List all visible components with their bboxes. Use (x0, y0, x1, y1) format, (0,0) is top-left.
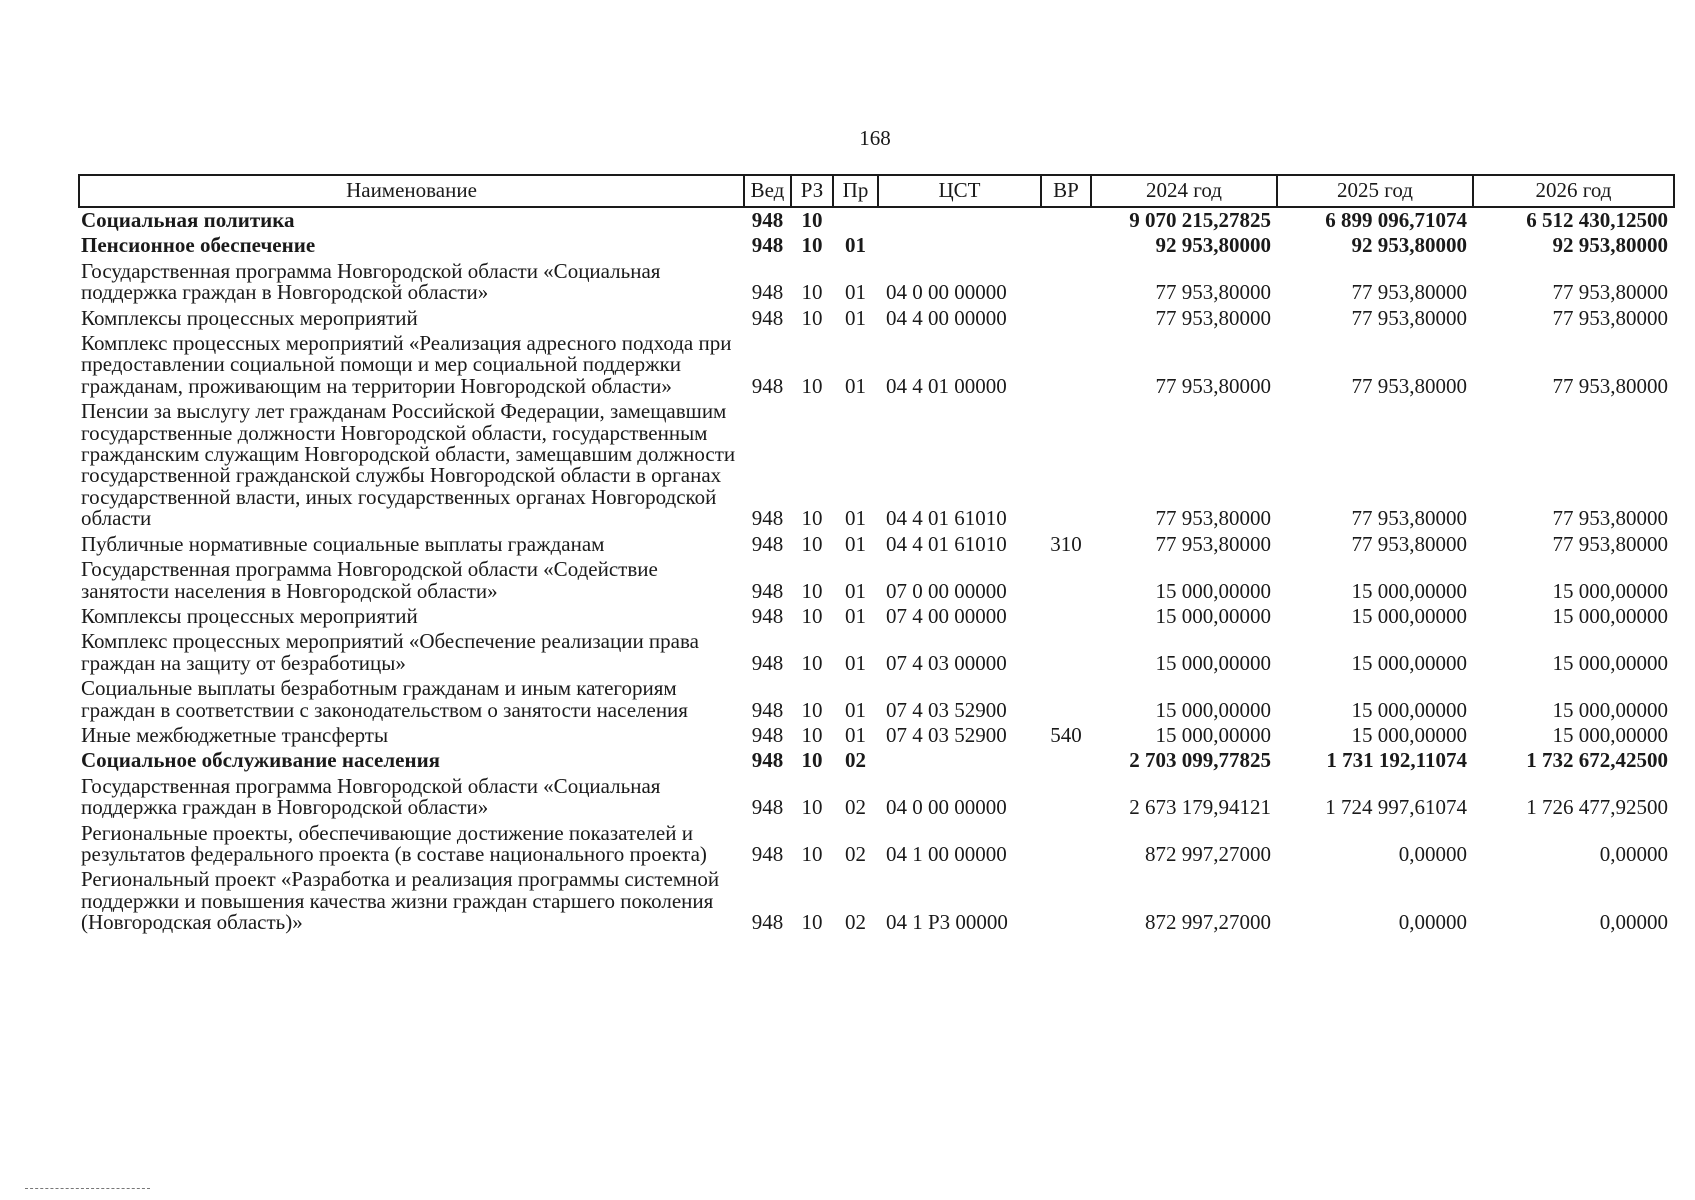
row-rz: 10 (801, 650, 823, 675)
row-vr (1041, 676, 1091, 723)
row-amount-2026: 0,00000 (1599, 841, 1668, 866)
row-ved: 948 (751, 531, 784, 556)
row-vr (1041, 774, 1091, 821)
row-amount-2025: 77 953,80000 (1351, 531, 1467, 556)
budget-table (78, 174, 1675, 936)
table-body (79, 207, 1674, 936)
row-name: Иные межбюджетные трансферты (81, 722, 389, 747)
row-vr: 310 (1050, 531, 1082, 556)
row-name: Пенсии за выслугу лет гражданам Российской Федерации, замещавшим государственные должности Новгородской области, государственным гражданским служащим Новгородской области, замещавшим должности государственной гражданской службы Новгородской области в органах государственной власти, иных государственных органах Новгородской области (81, 399, 736, 531)
row-rz: 10 (801, 748, 823, 773)
row-amount-2024: 77 953,80000 (1155, 506, 1271, 531)
row-ved: 948 (751, 208, 784, 232)
row-name: Комплекс процессных мероприятий «Реализация адресного подхода при предоставлении социальной помощи и мер социальной поддержки гражданам, проживающим на территории Новгородской области» (81, 331, 732, 398)
table-row (79, 306, 1674, 331)
row-amount-2024: 15 000,00000 (1155, 578, 1271, 603)
row-ved: 948 (751, 795, 784, 820)
row-amount-2024: 2 673 179,94121 (1129, 795, 1271, 820)
row-rz: 10 (801, 531, 823, 556)
row-name: Региональные проекты, обеспечивающие достижение показателей и результатов федерального проекта (в составе национального проекта) (81, 820, 707, 866)
row-pr: 02 (845, 841, 866, 866)
row-amount-2026: 15 000,00000 (1552, 603, 1668, 628)
row-name: Социальная политика (81, 208, 295, 232)
row-pr: 01 (845, 506, 866, 531)
row-amount-2026: 77 953,80000 (1552, 373, 1668, 398)
row-amount-2025: 0,00000 (1398, 841, 1467, 866)
row-rz: 10 (801, 233, 823, 258)
row-rz: 10 (801, 910, 823, 935)
row-ved: 948 (751, 280, 784, 305)
row-amount-2024: 77 953,80000 (1155, 280, 1271, 305)
row-amount-2026: 77 953,80000 (1552, 531, 1668, 556)
table-row (79, 867, 1674, 935)
row-amount-2025: 77 953,80000 (1351, 373, 1467, 398)
header-cst: ЦСТ (878, 175, 1041, 207)
row-amount-2026: 6 512 430,12500 (1526, 208, 1668, 232)
table-row (79, 331, 1674, 399)
header-2026: 2026 год (1473, 175, 1674, 207)
row-amount-2025: 0,00000 (1398, 910, 1467, 935)
row-pr: 01 (845, 373, 866, 398)
row-ved: 948 (751, 748, 784, 773)
table-row (79, 774, 1674, 821)
table-row (79, 604, 1674, 629)
row-amount-2024: 15 000,00000 (1155, 697, 1271, 722)
row-rz: 10 (801, 506, 823, 531)
row-cst: 04 4 01 61010 (886, 531, 1007, 556)
row-pr (833, 207, 878, 233)
row-vr (1041, 629, 1091, 676)
row-cst: 04 0 00 00000 (886, 280, 1007, 305)
row-cst: 07 4 03 00000 (886, 650, 1007, 675)
row-amount-2024: 15 000,00000 (1155, 650, 1271, 675)
row-amount-2025: 15 000,00000 (1351, 578, 1467, 603)
row-name: Комплексы процессных мероприятий (81, 603, 418, 628)
row-pr: 01 (845, 697, 866, 722)
row-cst (878, 233, 1041, 258)
header-2024: 2024 год (1091, 175, 1277, 207)
footer-divider (25, 1188, 150, 1189)
row-rz: 10 (801, 795, 823, 820)
row-vr (1041, 233, 1091, 258)
row-cst: 07 0 00 00000 (886, 578, 1007, 603)
row-pr: 01 (845, 650, 866, 675)
header-vr: ВР (1041, 175, 1091, 207)
row-rz: 10 (801, 305, 823, 330)
row-vr (1041, 867, 1091, 935)
row-name: Государственная программа Новгородской области «Содействие занятости населения в Новгородской области» (81, 557, 658, 603)
header-2025: 2025 год (1277, 175, 1473, 207)
header-rz: РЗ (791, 175, 833, 207)
row-pr: 01 (845, 722, 866, 747)
row-vr (1041, 399, 1091, 531)
row-ved: 948 (751, 578, 784, 603)
row-pr: 01 (845, 531, 866, 556)
row-amount-2025: 15 000,00000 (1351, 722, 1467, 747)
row-cst: 04 4 00 00000 (886, 305, 1007, 330)
row-pr: 01 (845, 233, 866, 258)
row-amount-2025: 77 953,80000 (1351, 506, 1467, 531)
row-amount-2025: 15 000,00000 (1351, 603, 1467, 628)
row-amount-2026: 15 000,00000 (1552, 578, 1668, 603)
row-pr: 01 (845, 578, 866, 603)
table-header-row (79, 175, 1674, 207)
row-amount-2024: 77 953,80000 (1155, 531, 1271, 556)
row-amount-2025: 77 953,80000 (1351, 305, 1467, 330)
row-vr (1041, 259, 1091, 306)
table-row (79, 629, 1674, 676)
table-row (79, 821, 1674, 868)
row-ved: 948 (751, 697, 784, 722)
row-amount-2025: 15 000,00000 (1351, 697, 1467, 722)
row-rz: 10 (801, 373, 823, 398)
row-pr: 01 (845, 280, 866, 305)
row-vr (1041, 748, 1091, 773)
row-amount-2026: 15 000,00000 (1552, 697, 1668, 722)
row-pr: 01 (845, 305, 866, 330)
row-pr: 02 (845, 795, 866, 820)
row-cst: 07 4 00 00000 (886, 603, 1007, 628)
row-amount-2024: 77 953,80000 (1155, 305, 1271, 330)
row-name: Комплексы процессных мероприятий (81, 305, 418, 330)
row-ved: 948 (751, 841, 784, 866)
row-rz: 10 (801, 603, 823, 628)
row-amount-2024: 15 000,00000 (1155, 722, 1271, 747)
row-amount-2026: 77 953,80000 (1552, 506, 1668, 531)
row-name: Комплекс процессных мероприятий «Обеспечение реализации права граждан на защиту от безработицы» (81, 629, 699, 675)
header-ved: Вед (744, 175, 791, 207)
row-cst: 07 4 03 52900 (886, 722, 1007, 747)
row-ved: 948 (751, 233, 784, 258)
row-cst: 04 4 01 61010 (886, 506, 1007, 531)
row-name: Региональный проект «Разработка и реализация программы системной поддержки и повышения качества жизни граждан старшего поколения (Новгородская область)» (81, 867, 720, 935)
row-amount-2026: 1 732 672,42500 (1526, 748, 1668, 773)
row-amount-2024: 9 070 215,27825 (1129, 208, 1271, 232)
row-cst: 04 4 01 00000 (886, 373, 1007, 398)
row-vr (1041, 821, 1091, 868)
page-number: 168 (859, 126, 891, 150)
row-name: Социальные выплаты безработным гражданам и иным категориям граждан в соответствии с законодательством о занятости населения (81, 676, 688, 722)
row-vr (1041, 207, 1091, 233)
row-rz: 10 (801, 722, 823, 747)
row-amount-2024: 872 997,27000 (1145, 841, 1271, 866)
row-cst: 04 1 Р3 00000 (886, 910, 1008, 935)
row-amount-2025: 77 953,80000 (1351, 280, 1467, 305)
row-pr: 02 (845, 910, 866, 935)
row-vr (1041, 306, 1091, 331)
row-rz: 10 (801, 208, 823, 232)
row-amount-2024: 92 953,80000 (1155, 233, 1271, 258)
row-amount-2026: 77 953,80000 (1552, 280, 1668, 305)
table-row (79, 723, 1674, 748)
row-ved: 948 (751, 305, 784, 330)
header-pr: Пр (833, 175, 878, 207)
row-ved: 948 (751, 506, 784, 531)
row-rz: 10 (801, 280, 823, 305)
row-name: Государственная программа Новгородской области «Социальная поддержка граждан в Новгородской области» (81, 773, 661, 820)
row-amount-2024: 872 997,27000 (1145, 910, 1271, 935)
row-amount-2026: 0,00000 (1599, 910, 1668, 935)
row-amount-2026: 92 953,80000 (1552, 233, 1668, 258)
row-ved: 948 (751, 650, 784, 675)
row-ved: 948 (751, 603, 784, 628)
row-cst: 04 0 00 00000 (886, 795, 1007, 820)
row-amount-2026: 15 000,00000 (1552, 650, 1668, 675)
row-rz: 10 (801, 578, 823, 603)
table-row (79, 676, 1674, 723)
row-pr: 02 (845, 748, 866, 773)
row-ved: 948 (751, 910, 784, 935)
row-cst (878, 748, 1041, 773)
row-vr: 540 (1050, 722, 1082, 747)
row-amount-2024: 2 703 099,77825 (1129, 748, 1271, 773)
row-name: Публичные нормативные социальные выплаты гражданам (81, 531, 605, 556)
row-amount-2025: 1 724 997,61074 (1325, 795, 1467, 820)
table-row (79, 399, 1674, 531)
table-row (79, 532, 1674, 557)
row-cst: 07 4 03 52900 (886, 697, 1007, 722)
table-row (79, 233, 1674, 258)
table-row (79, 748, 1674, 773)
row-amount-2025: 6 899 096,71074 (1325, 208, 1467, 232)
table-row (79, 207, 1674, 233)
row-rz: 10 (801, 697, 823, 722)
row-ved: 948 (751, 373, 784, 398)
row-name: Государственная программа Новгородской области «Социальная поддержка граждан в Новгородской области» (81, 258, 661, 305)
row-vr (1041, 331, 1091, 399)
row-cst: 04 1 00 00000 (886, 841, 1007, 866)
row-amount-2025: 15 000,00000 (1351, 650, 1467, 675)
row-amount-2025: 92 953,80000 (1351, 233, 1467, 258)
table-row (79, 259, 1674, 306)
table-row (79, 557, 1674, 604)
row-amount-2024: 77 953,80000 (1155, 373, 1271, 398)
row-name: Социальное обслуживание населения (81, 748, 441, 773)
row-amount-2026: 77 953,80000 (1552, 305, 1668, 330)
row-cst (878, 207, 1041, 233)
row-amount-2024: 15 000,00000 (1155, 603, 1271, 628)
row-amount-2026: 1 726 477,92500 (1526, 795, 1668, 820)
row-vr (1041, 557, 1091, 604)
header-name: Наименование (79, 175, 744, 207)
row-name: Пенсионное обеспечение (81, 233, 316, 258)
row-pr: 01 (845, 603, 866, 628)
row-vr (1041, 604, 1091, 629)
row-rz: 10 (801, 841, 823, 866)
row-ved: 948 (751, 722, 784, 747)
row-amount-2026: 15 000,00000 (1552, 722, 1668, 747)
row-amount-2025: 1 731 192,11074 (1326, 748, 1467, 773)
